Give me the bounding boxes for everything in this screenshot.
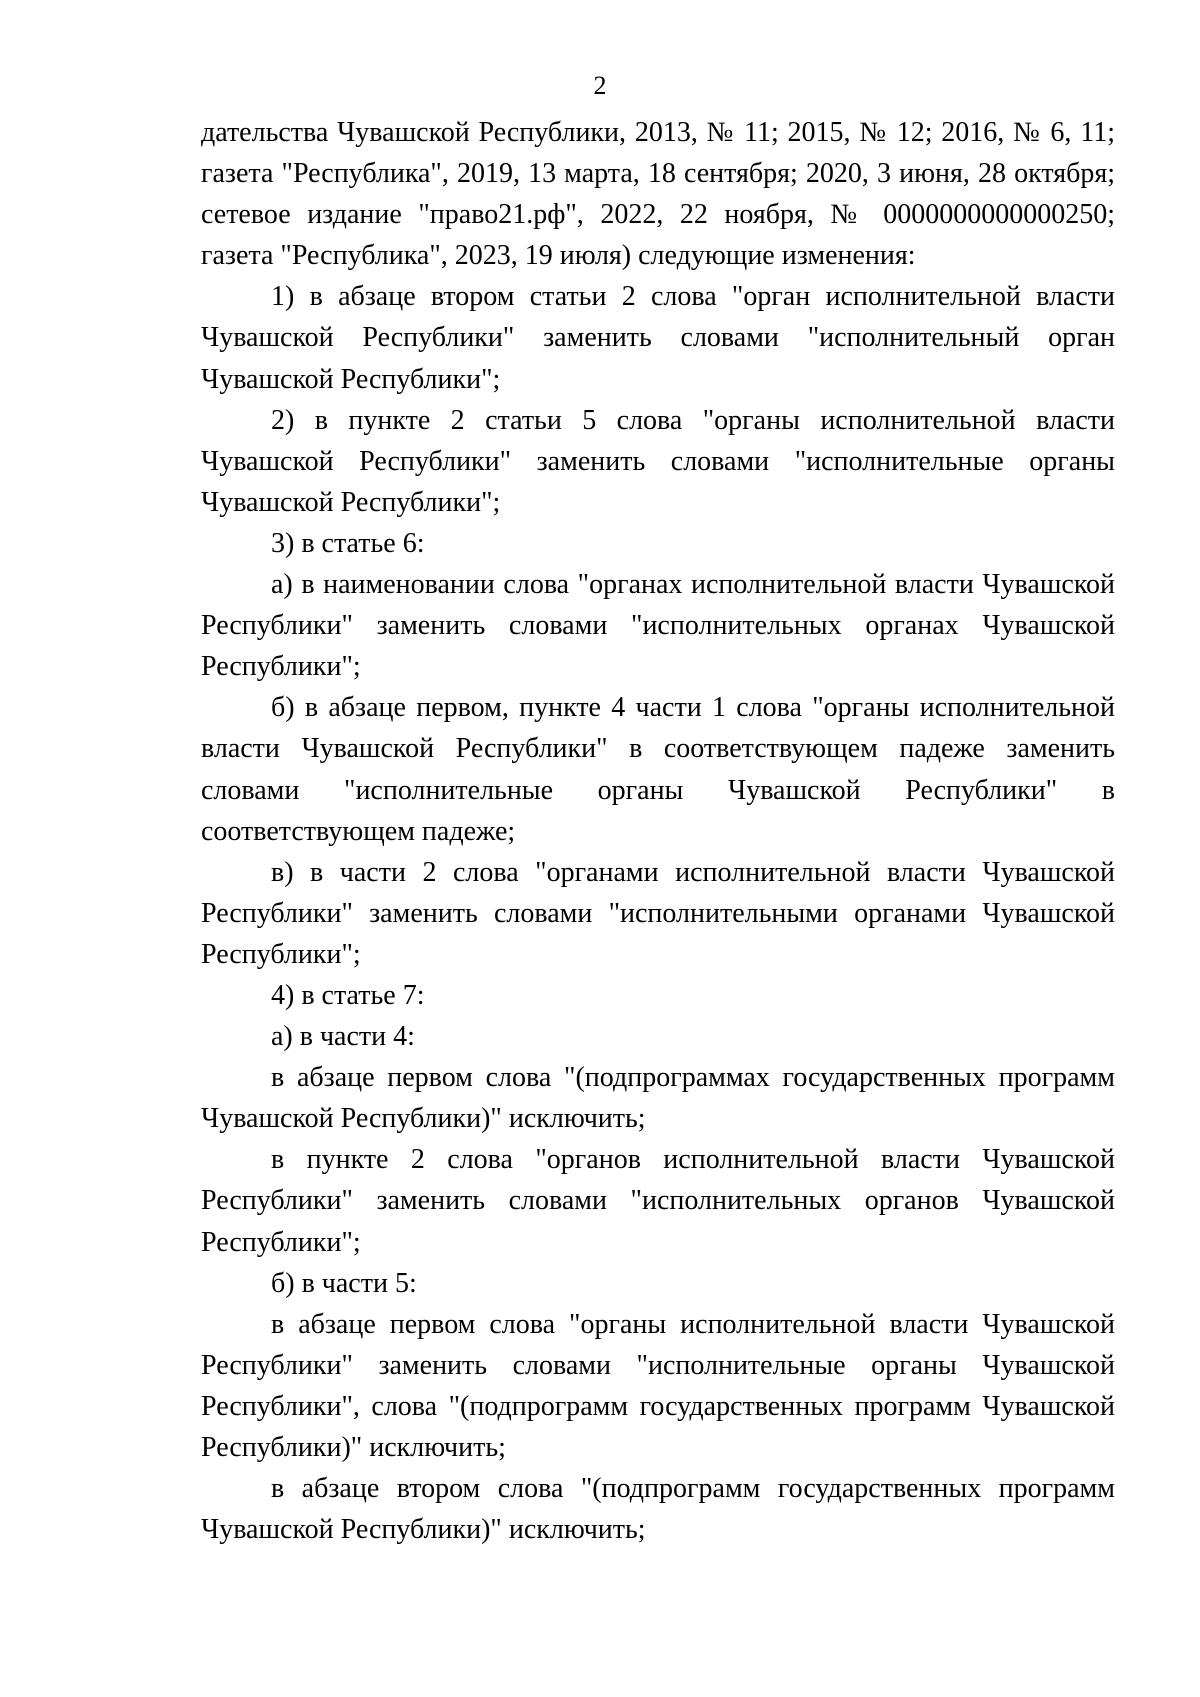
paragraph: б) в абзаце первом, пункте 4 части 1 слова "органы исполнительной власти Чувашской Республики" в соответствующем падеже заменить словами "исполнительные органы Чувашской Республики" в соответствующем падеже; <box>201 692 1115 847</box>
paragraph: в абзаце первом слова "органы исполнительной власти Чувашской Республики" заменить словами "исполнительные органы Чувашской Республики", слова "(подпрограмм государственных программ Чувашской Республики)" исключить; <box>201 1308 1115 1463</box>
paragraph: 1) в абзаце втором статьи 2 слова "орган исполнительной власти Чувашской Республики" заменить словами "исполнительный орган Чувашской Республики"; <box>201 281 1115 395</box>
paragraph: 4) в статье 7: <box>271 979 425 1011</box>
paragraph: а) в наименовании слова "органах исполнительной власти Чувашской Республики" заменить словами "исполнительных органах Чувашской Республики"; <box>201 569 1115 683</box>
paragraph: в пункте 2 слова "органов исполнительной власти Чувашской Республики" заменить словами "исполнительных органов Чувашской Республики"; <box>201 1144 1115 1258</box>
document-body <box>201 112 1115 1550</box>
paragraph: 3) в статье 6: <box>271 527 425 559</box>
paragraph: а) в части 4: <box>271 1021 415 1053</box>
paragraph: в абзаце первом слова "(подпрограммах государственных программ Чувашской Республики)" исключить; <box>201 1062 1115 1135</box>
paragraph: 2) в пункте 2 статьи 5 слова "органы исполнительной власти Чувашской Республики" заменить словами "исполнительные органы Чувашской Республики"; <box>201 404 1115 518</box>
paragraph: в абзаце втором слова "(подпрограмм государственных программ Чувашской Республики)" исключить; <box>201 1473 1115 1546</box>
paragraph: дательства Чувашской Республики, 2013, № 11; 2015, № 12; 2016, № 6, 11; газета "Республика", 2019, 13 марта, 18 сентября; 2020, 3 июня, 28 октября; сетевое издание "право21.рф", 2022, 22 ноября, № 0000000000000250; газета "Республика", 2023, 19 июля) следующие изменения: <box>201 117 1115 272</box>
paragraph: в) в части 2 слова "органами исполнительной власти Чувашской Республики" заменить словами "исполнительными органами Чувашской Республики"; <box>201 856 1115 970</box>
paragraph: б) в части 5: <box>271 1267 417 1299</box>
page-number: 2 <box>593 71 607 100</box>
